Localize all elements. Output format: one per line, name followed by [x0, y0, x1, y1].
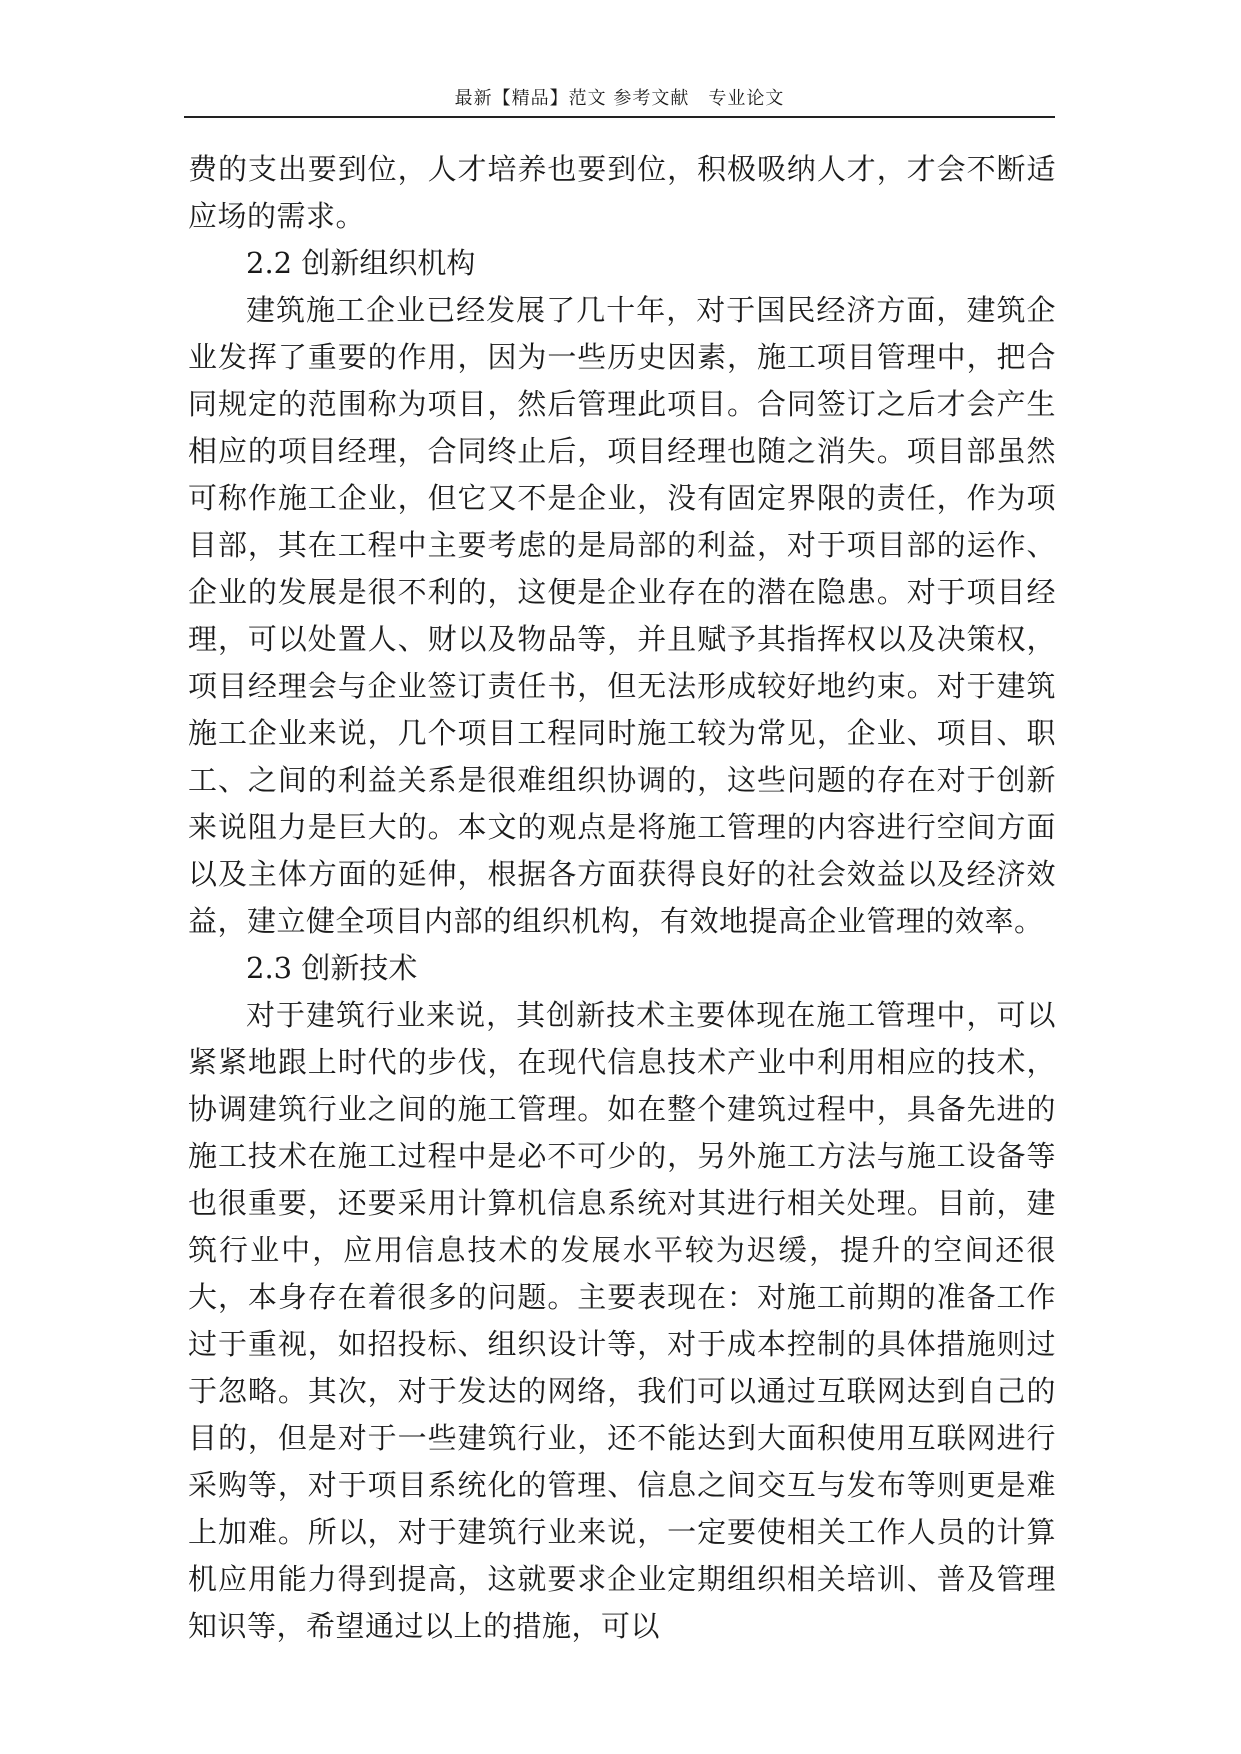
section-heading-2-3: 2.3 创新技术 — [246, 951, 418, 985]
paragraph-technology: 对于建筑行业来说，其创新技术主要体现在施工管理中，可以紧紧地跟上时代的步伐，在现代信息技术产业中利用相应的技术，协调建筑行业之间的施工管理。如在整个建筑过程中，具备先进的施工技术在施工过程中是必不可少的，另外施工方法与施工设备等也很重要，还要采用计算机信息系统对其进行相关处理。目前，建筑行业中，应用信息技术的发展水平较为迟缓，提升的空间还很大，本身存在着很多的问题。主要表现在：对施工前期的准备工作过于重视，如招投标、组织设计等，对于成本控制的具体措施则过于忽略。其次，对于发达的网络，我们可以通过互联网达到自己的目的，但是对于一些建筑行业，还不能达到大面积使用互联网进行采购等，对于项目系统化的管理、信息之间交互与发布等则更是难上加难。所以，对于建筑行业来说，一定要使相关工作人员的计算机应用能力得到提高，这就要求企业定期组织相关培训、普及管理知识等，希望通过以上的措施，可以 — [188, 998, 1056, 1643]
paragraph-organization: 建筑施工企业已经发展了几十年，对于国民经济方面，建筑企业发挥了重要的作用，因为一些历史因素，施工项目管理中，把合同规定的范围称为项目，然后管理此项目。合同签订之后才会产生相应的项目经理，合同终止后，项目经理也随之消失。项目部虽然可称作施工企业，但它又不是企业，没有固定界限的责任，作为项目部，其在工程中主要考虑的是局部的利益，对于项目部的运作、企业的发展是很不利的，这便是企业存在的潜在隐患。对于项目经理，可以处置人、财以及物品等，并且赋予其指挥权以及决策权，项目经理会与企业签订责任书，但无法形成较好地约束。对于建筑施工企业来说，几个项目工程同时施工较为常见，企业、项目、职工、之间的利益关系是很难组织协调的，这些问题的存在对于创新来说阻力是巨大的。本文的观点是将施工管理的内容进行空间方面以及主体方面的延伸，根据各方面获得良好的社会效益以及经济效益，建立健全项目内部的组织机构，有效地提高企业管理的效率。 — [188, 293, 1056, 938]
section-heading-2-2: 2.2 创新组织机构 — [246, 246, 476, 280]
header-text: 最新【精品】范文 参考文献 专业论文 — [454, 88, 785, 109]
page-header — [184, 84, 1055, 118]
paragraph-continuation: 费的支出要到位，人才培养也要到位，积极吸纳人才，才会不断适应场的需求。 — [188, 152, 1056, 233]
document-body — [188, 146, 1056, 1650]
